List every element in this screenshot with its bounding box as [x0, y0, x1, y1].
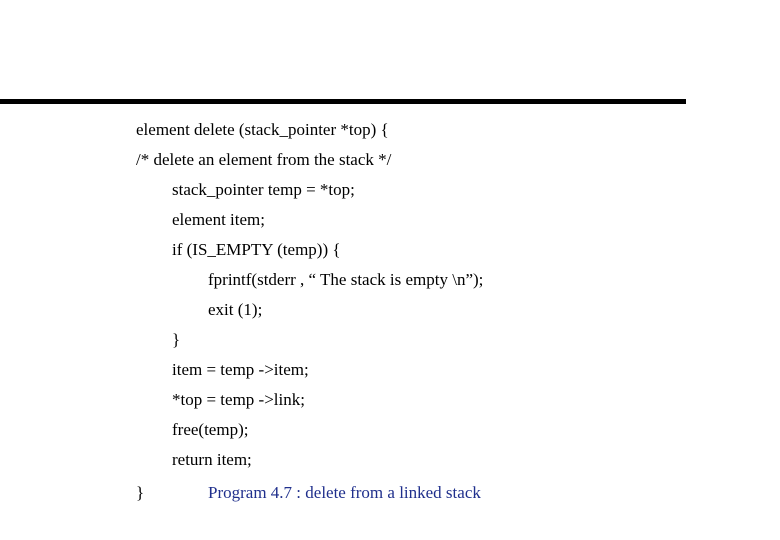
- code-line-assign-top: *top = temp ->link;: [172, 390, 305, 409]
- code-line-fprintf: fprintf(stderr , “ The stack is empty \n”);: [208, 270, 484, 289]
- code-line-function-signature: element delete (stack_pointer *top) {: [136, 120, 389, 139]
- code-line-declare-item: element item;: [172, 210, 265, 229]
- code-line-function-close-brace: }: [136, 483, 145, 502]
- code-line-exit: exit (1);: [208, 300, 263, 319]
- top-horizontal-rule: [0, 99, 686, 104]
- code-line-free: free(temp);: [172, 420, 249, 439]
- code-line-if-empty: if (IS_EMPTY (temp)) {: [172, 240, 341, 259]
- code-line-return: return item;: [172, 450, 252, 469]
- code-line-comment: /* delete an element from the stack */: [136, 150, 392, 169]
- code-line-assign-item: item = temp ->item;: [172, 360, 309, 379]
- code-line-if-close-brace: }: [172, 330, 181, 349]
- code-line-declare-temp: stack_pointer temp = *top;: [172, 180, 355, 199]
- program-caption: Program 4.7 : delete from a linked stack: [208, 483, 481, 502]
